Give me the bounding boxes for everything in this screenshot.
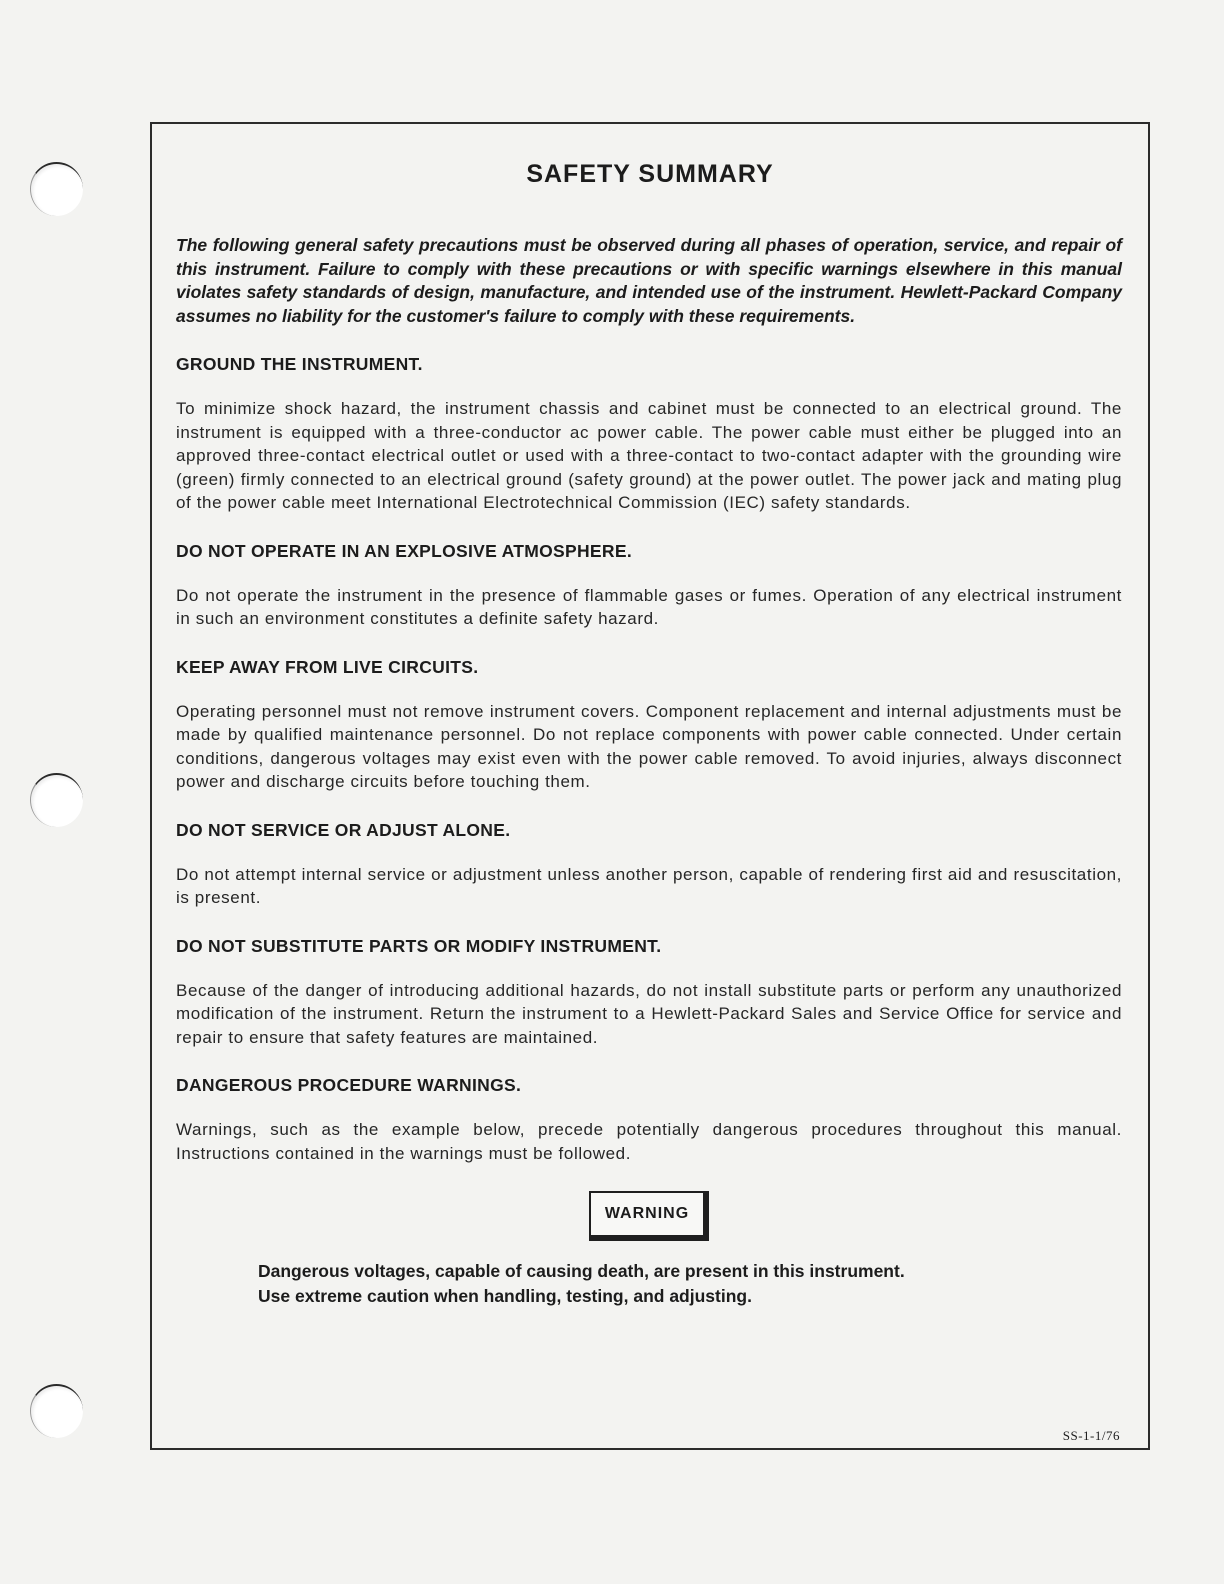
section-body: Warnings, such as the example below, precede potentially dangerous procedures throughout this manual. Instructions contained in the warnings must be followed. (176, 1120, 1122, 1163)
warning-line-2: Use extreme caution when handling, testing, and adjusting. (258, 1286, 752, 1306)
section-procedure-warnings (176, 1075, 1122, 1165)
section-body: To minimize shock hazard, the instrument chassis and cabinet must be connected to an electrical ground. The instrument is equipped with a three-conductor ac power cable. The power cable must either be plugged into an approved three-contact electrical outlet or used with a three-contact to two-contact adapter with the grounding wire (green) firmly connected to an electrical ground (safety ground) at the power outlet. The power jack and mating plug of the power cable meet International Electrotechnical Commission (IEC) safety standards. (176, 399, 1122, 512)
section-heading: KEEP AWAY FROM LIVE CIRCUITS. (176, 656, 479, 677)
section-heading: DO NOT SUBSTITUTE PARTS OR MODIFY INSTRUMENT. (176, 935, 662, 956)
section-body: Because of the danger of introducing additional hazards, do not install substitute parts or perform any unauthorized modification of the instrument. Return the instrument to a Hewlett-Packard Sales and Service Office for service and repair to ensure that safety features are maintained. (176, 980, 1122, 1047)
section-heading: DO NOT SERVICE OR ADJUST ALONE. (176, 819, 511, 840)
section-service-alone (176, 820, 1122, 910)
binder-hole-middle (30, 773, 83, 827)
section-substitute-parts (176, 936, 1122, 1050)
document-code: SS-1-1/76 (1062, 1428, 1120, 1443)
section-heading: GROUND THE INSTRUMENT. (176, 354, 423, 374)
section-live-circuits (176, 657, 1122, 794)
binder-hole-bottom (30, 1384, 83, 1438)
section-body: Do not operate the instrument in the presence of flammable gases or fumes. Operation of any electrical instrument in such an environment constitutes a definite safety hazard. (176, 585, 1122, 628)
safety-summary-frame (150, 122, 1150, 1450)
section-body: Do not attempt internal service or adjustment unless another person, capable of rendering first aid and resuscitation, is present. (176, 864, 1122, 907)
intro-paragraph: The following general safety precautions must be observed during all phases of operation, service, and repair of this instrument. Failure to comply with these precautions or with specific warnings elsewhere in this manual violates safety standards of design, manufacture, and intended use of the instrument. Hewlett-Packard Company assumes no liability for the customer's failure to comply with these requirements. (176, 235, 1122, 326)
warning-label: WARNING (589, 1191, 709, 1241)
section-heading: DANGEROUS PROCEDURE WARNINGS. (176, 1075, 522, 1095)
content (176, 234, 1122, 1309)
section-ground (176, 354, 1122, 515)
warning-text (258, 1259, 1122, 1309)
warning-box (176, 1191, 1122, 1241)
section-body: Operating personnel must not remove instrument covers. Component replacement and internal adjustments must be made by qualified maintenance personnel. Do not replace components with power cable connected. Under certain conditions, dangerous voltages may exist even with the power cable removed. To avoid injuries, always disconnect power and discharge circuits before touching them. (176, 701, 1122, 791)
page-title: SAFETY SUMMARY (526, 160, 774, 188)
section-explosive-atmosphere (176, 541, 1122, 631)
warning-line-1: Dangerous voltages, capable of causing death, are present in this instrument. (258, 1261, 905, 1281)
binder-hole-top (30, 162, 83, 216)
section-heading: DO NOT OPERATE IN AN EXPLOSIVE ATMOSPHERE. (176, 540, 632, 561)
